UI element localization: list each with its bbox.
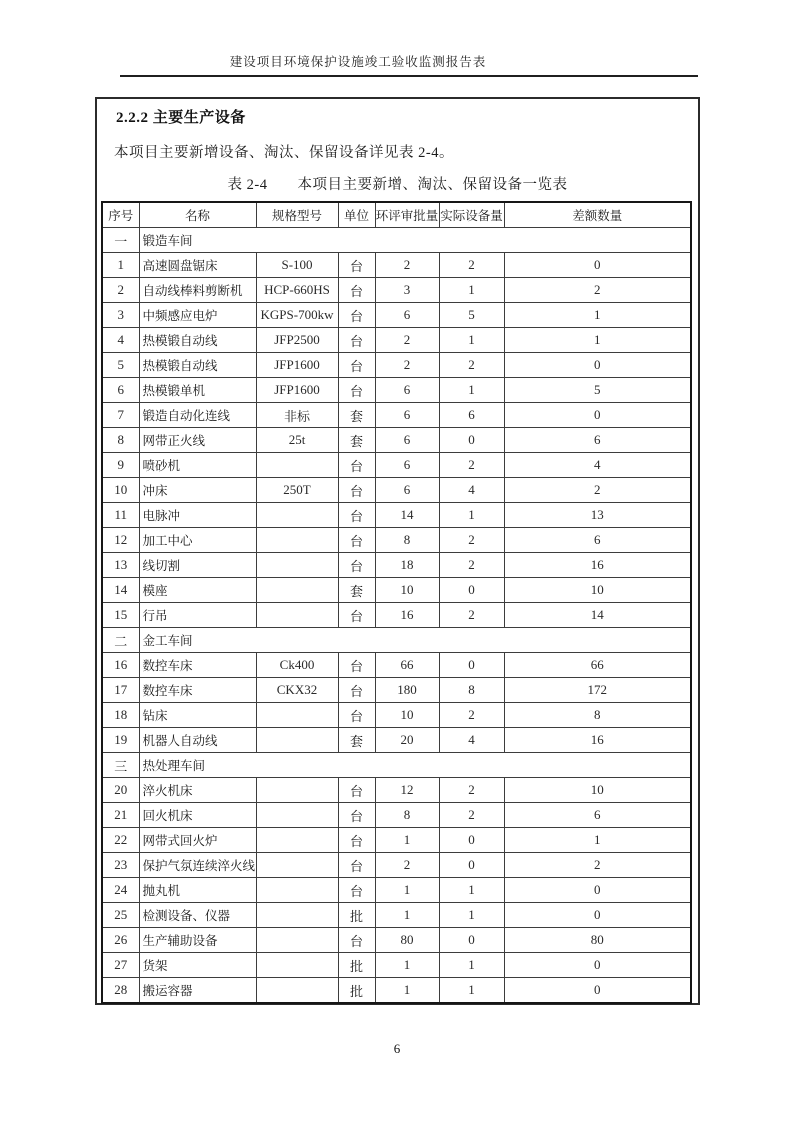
spec-model-cell bbox=[256, 828, 338, 853]
row-index-cell: 15 bbox=[102, 603, 139, 628]
unit-cell: 套 bbox=[338, 428, 375, 453]
equipment-name-cell: 抛丸机 bbox=[139, 878, 256, 903]
row-index-cell: 23 bbox=[102, 853, 139, 878]
eia-approved-qty-cell: 80 bbox=[375, 928, 439, 953]
equipment-name-cell: 搬运容器 bbox=[139, 978, 256, 1004]
spec-model-cell bbox=[256, 578, 338, 603]
actual-qty-cell: 0 bbox=[439, 428, 504, 453]
equipment-name-cell: 淬火机床 bbox=[139, 778, 256, 803]
column-header-5: 实际设备量 bbox=[439, 202, 504, 228]
unit-cell: 台 bbox=[338, 653, 375, 678]
actual-qty-cell: 1 bbox=[439, 978, 504, 1004]
equipment-row bbox=[102, 403, 691, 428]
equipment-row bbox=[102, 903, 691, 928]
eia-approved-qty-cell: 1 bbox=[375, 978, 439, 1004]
equipment-name-cell: 冲床 bbox=[139, 478, 256, 503]
equipment-name-cell: 加工中心 bbox=[139, 528, 256, 553]
workshop-name-cell: 锻造车间 bbox=[139, 228, 691, 253]
row-index-cell: 8 bbox=[102, 428, 139, 453]
row-index-cell: 17 bbox=[102, 678, 139, 703]
difference-qty-cell: 2 bbox=[504, 278, 691, 303]
unit-cell: 台 bbox=[338, 453, 375, 478]
difference-qty-cell: 0 bbox=[504, 953, 691, 978]
difference-qty-cell: 6 bbox=[504, 528, 691, 553]
unit-cell: 台 bbox=[338, 503, 375, 528]
equipment-row bbox=[102, 278, 691, 303]
equipment-row bbox=[102, 528, 691, 553]
spec-model-cell bbox=[256, 603, 338, 628]
difference-qty-cell: 0 bbox=[504, 403, 691, 428]
row-index-cell: 27 bbox=[102, 953, 139, 978]
eia-approved-qty-cell: 6 bbox=[375, 453, 439, 478]
actual-qty-cell: 2 bbox=[439, 703, 504, 728]
actual-qty-cell: 1 bbox=[439, 503, 504, 528]
actual-qty-cell: 2 bbox=[439, 553, 504, 578]
actual-qty-cell: 5 bbox=[439, 303, 504, 328]
unit-cell: 批 bbox=[338, 978, 375, 1004]
row-index-cell: 25 bbox=[102, 903, 139, 928]
difference-qty-cell: 172 bbox=[504, 678, 691, 703]
actual-qty-cell: 1 bbox=[439, 328, 504, 353]
difference-qty-cell: 13 bbox=[504, 503, 691, 528]
spec-model-cell bbox=[256, 553, 338, 578]
difference-qty-cell: 16 bbox=[504, 553, 691, 578]
row-index-cell: 9 bbox=[102, 453, 139, 478]
actual-qty-cell: 2 bbox=[439, 253, 504, 278]
equipment-row bbox=[102, 878, 691, 903]
equipment-name-cell: 热模锻自动线 bbox=[139, 328, 256, 353]
unit-cell: 台 bbox=[338, 303, 375, 328]
unit-cell: 台 bbox=[338, 378, 375, 403]
row-index-cell: 3 bbox=[102, 303, 139, 328]
spec-model-cell bbox=[256, 728, 338, 753]
equipment-name-cell: 中频感应电炉 bbox=[139, 303, 256, 328]
difference-qty-cell: 2 bbox=[504, 853, 691, 878]
spec-model-cell bbox=[256, 703, 338, 728]
spec-model-cell bbox=[256, 503, 338, 528]
equipment-name-cell: 生产辅助设备 bbox=[139, 928, 256, 953]
column-header-3: 单位 bbox=[338, 202, 375, 228]
difference-qty-cell: 6 bbox=[504, 428, 691, 453]
row-index-cell: 21 bbox=[102, 803, 139, 828]
actual-qty-cell: 0 bbox=[439, 928, 504, 953]
row-index-cell: 7 bbox=[102, 403, 139, 428]
equipment-row bbox=[102, 378, 691, 403]
equipment-row bbox=[102, 678, 691, 703]
spec-model-cell: Ck400 bbox=[256, 653, 338, 678]
eia-approved-qty-cell: 3 bbox=[375, 278, 439, 303]
row-index-cell: 13 bbox=[102, 553, 139, 578]
column-header-0: 序号 bbox=[102, 202, 139, 228]
actual-qty-cell: 0 bbox=[439, 653, 504, 678]
difference-qty-cell: 0 bbox=[504, 903, 691, 928]
eia-approved-qty-cell: 2 bbox=[375, 853, 439, 878]
equipment-name-cell: 保护气氛连续淬火线 bbox=[139, 853, 256, 878]
spec-model-cell: JFP2500 bbox=[256, 328, 338, 353]
equipment-name-cell: 网带式回火炉 bbox=[139, 828, 256, 853]
difference-qty-cell: 5 bbox=[504, 378, 691, 403]
equipment-row bbox=[102, 853, 691, 878]
row-index-cell: 19 bbox=[102, 728, 139, 753]
eia-approved-qty-cell: 1 bbox=[375, 828, 439, 853]
actual-qty-cell: 8 bbox=[439, 678, 504, 703]
eia-approved-qty-cell: 10 bbox=[375, 578, 439, 603]
spec-model-cell bbox=[256, 803, 338, 828]
eia-approved-qty-cell: 20 bbox=[375, 728, 439, 753]
equipment-row bbox=[102, 253, 691, 278]
eia-approved-qty-cell: 2 bbox=[375, 328, 439, 353]
unit-cell: 台 bbox=[338, 878, 375, 903]
column-header-1: 名称 bbox=[139, 202, 256, 228]
spec-model-cell bbox=[256, 878, 338, 903]
difference-qty-cell: 14 bbox=[504, 603, 691, 628]
unit-cell: 台 bbox=[338, 778, 375, 803]
actual-qty-cell: 1 bbox=[439, 953, 504, 978]
difference-qty-cell: 0 bbox=[504, 353, 691, 378]
equipment-row bbox=[102, 328, 691, 353]
row-index-cell: 4 bbox=[102, 328, 139, 353]
row-index-cell: 14 bbox=[102, 578, 139, 603]
unit-cell: 台 bbox=[338, 353, 375, 378]
eia-approved-qty-cell: 6 bbox=[375, 378, 439, 403]
column-header-2: 规格型号 bbox=[256, 202, 338, 228]
unit-cell: 台 bbox=[338, 928, 375, 953]
spec-model-cell bbox=[256, 928, 338, 953]
row-index-cell: 1 bbox=[102, 253, 139, 278]
equipment-name-cell: 电脉冲 bbox=[139, 503, 256, 528]
equipment-row bbox=[102, 578, 691, 603]
spec-model-cell: S-100 bbox=[256, 253, 338, 278]
unit-cell: 套 bbox=[338, 403, 375, 428]
difference-qty-cell: 1 bbox=[504, 328, 691, 353]
equipment-row bbox=[102, 453, 691, 478]
eia-approved-qty-cell: 180 bbox=[375, 678, 439, 703]
workshop-section-row bbox=[102, 753, 691, 778]
actual-qty-cell: 2 bbox=[439, 803, 504, 828]
unit-cell: 套 bbox=[338, 578, 375, 603]
workshop-section-row bbox=[102, 628, 691, 653]
difference-qty-cell: 6 bbox=[504, 803, 691, 828]
difference-qty-cell: 4 bbox=[504, 453, 691, 478]
row-index-cell: 6 bbox=[102, 378, 139, 403]
spec-model-cell: HCP-660HS bbox=[256, 278, 338, 303]
equipment-row bbox=[102, 728, 691, 753]
row-index-cell: 26 bbox=[102, 928, 139, 953]
actual-qty-cell: 2 bbox=[439, 528, 504, 553]
equipment-name-cell: 机器人自动线 bbox=[139, 728, 256, 753]
equipment-name-cell: 喷砂机 bbox=[139, 453, 256, 478]
eia-approved-qty-cell: 6 bbox=[375, 428, 439, 453]
difference-qty-cell: 66 bbox=[504, 653, 691, 678]
actual-qty-cell: 2 bbox=[439, 353, 504, 378]
actual-qty-cell: 1 bbox=[439, 903, 504, 928]
row-index-cell: 24 bbox=[102, 878, 139, 903]
workshop-name-cell: 金工车间 bbox=[139, 628, 691, 653]
equipment-row bbox=[102, 778, 691, 803]
difference-qty-cell: 80 bbox=[504, 928, 691, 953]
unit-cell: 台 bbox=[338, 278, 375, 303]
row-index-cell: 16 bbox=[102, 653, 139, 678]
equipment-name-cell: 锻造自动化连线 bbox=[139, 403, 256, 428]
section-index-cell: 二 bbox=[102, 628, 139, 653]
eia-approved-qty-cell: 2 bbox=[375, 353, 439, 378]
spec-model-cell: 25t bbox=[256, 428, 338, 453]
difference-qty-cell: 0 bbox=[504, 878, 691, 903]
unit-cell: 台 bbox=[338, 678, 375, 703]
actual-qty-cell: 0 bbox=[439, 828, 504, 853]
equipment-name-cell: 高速圆盘锯床 bbox=[139, 253, 256, 278]
equipment-name-cell: 线切割 bbox=[139, 553, 256, 578]
spec-model-cell bbox=[256, 978, 338, 1004]
table-caption: 表 2-4 本项目主要新增、淘汰、保留设备一览表 bbox=[227, 177, 568, 193]
spec-model-cell bbox=[256, 953, 338, 978]
table-header-row bbox=[102, 202, 691, 228]
equipment-name-cell: 热模锻单机 bbox=[139, 378, 256, 403]
row-index-cell: 10 bbox=[102, 478, 139, 503]
row-index-cell: 20 bbox=[102, 778, 139, 803]
eia-approved-qty-cell: 8 bbox=[375, 803, 439, 828]
difference-qty-cell: 10 bbox=[504, 578, 691, 603]
unit-cell: 台 bbox=[338, 478, 375, 503]
column-header-4: 环评审批量 bbox=[375, 202, 439, 228]
actual-qty-cell: 1 bbox=[439, 278, 504, 303]
eia-approved-qty-cell: 6 bbox=[375, 403, 439, 428]
actual-qty-cell: 0 bbox=[439, 578, 504, 603]
equipment-name-cell: 检测设备、仪器 bbox=[139, 903, 256, 928]
actual-qty-cell: 4 bbox=[439, 478, 504, 503]
spec-model-cell: CKX32 bbox=[256, 678, 338, 703]
spec-model-cell: JFP1600 bbox=[256, 378, 338, 403]
equipment-row bbox=[102, 303, 691, 328]
unit-cell: 台 bbox=[338, 528, 375, 553]
row-index-cell: 12 bbox=[102, 528, 139, 553]
equipment-row bbox=[102, 953, 691, 978]
eia-approved-qty-cell: 1 bbox=[375, 878, 439, 903]
equipment-name-cell: 行吊 bbox=[139, 603, 256, 628]
unit-cell: 台 bbox=[338, 253, 375, 278]
intro-paragraph: 本项目主要新增设备、淘汰、保留设备详见表 2-4。 bbox=[114, 145, 454, 161]
eia-approved-qty-cell: 1 bbox=[375, 953, 439, 978]
equipment-row bbox=[102, 703, 691, 728]
spec-model-cell: JFP1600 bbox=[256, 353, 338, 378]
spec-model-cell: 非标 bbox=[256, 403, 338, 428]
difference-qty-cell: 0 bbox=[504, 978, 691, 1004]
actual-qty-cell: 1 bbox=[439, 878, 504, 903]
difference-qty-cell: 0 bbox=[504, 253, 691, 278]
equipment-row bbox=[102, 353, 691, 378]
unit-cell: 套 bbox=[338, 728, 375, 753]
equipment-name-cell: 自动线棒料剪断机 bbox=[139, 278, 256, 303]
equipment-row bbox=[102, 503, 691, 528]
eia-approved-qty-cell: 6 bbox=[375, 303, 439, 328]
difference-qty-cell: 2 bbox=[504, 478, 691, 503]
difference-qty-cell: 8 bbox=[504, 703, 691, 728]
eia-approved-qty-cell: 2 bbox=[375, 253, 439, 278]
actual-qty-cell: 2 bbox=[439, 453, 504, 478]
equipment-table-body bbox=[102, 228, 691, 1004]
unit-cell: 批 bbox=[338, 953, 375, 978]
spec-model-cell bbox=[256, 778, 338, 803]
spec-model-cell bbox=[256, 528, 338, 553]
unit-cell: 台 bbox=[338, 803, 375, 828]
spec-model-cell bbox=[256, 453, 338, 478]
eia-approved-qty-cell: 1 bbox=[375, 903, 439, 928]
unit-cell: 台 bbox=[338, 603, 375, 628]
column-header-6: 差额数量 bbox=[504, 202, 691, 228]
header-rule bbox=[120, 75, 698, 77]
equipment-row bbox=[102, 603, 691, 628]
workshop-section-row bbox=[102, 228, 691, 253]
row-index-cell: 11 bbox=[102, 503, 139, 528]
unit-cell: 台 bbox=[338, 703, 375, 728]
eia-approved-qty-cell: 14 bbox=[375, 503, 439, 528]
equipment-name-cell: 货架 bbox=[139, 953, 256, 978]
difference-qty-cell: 1 bbox=[504, 303, 691, 328]
content-border-box bbox=[95, 97, 700, 1005]
equipment-table bbox=[101, 201, 692, 1004]
eia-approved-qty-cell: 12 bbox=[375, 778, 439, 803]
row-index-cell: 22 bbox=[102, 828, 139, 853]
equipment-name-cell: 模座 bbox=[139, 578, 256, 603]
equipment-row bbox=[102, 828, 691, 853]
eia-approved-qty-cell: 6 bbox=[375, 478, 439, 503]
page-number: 6 bbox=[393, 1041, 401, 1056]
spec-model-cell bbox=[256, 853, 338, 878]
equipment-table-head bbox=[102, 202, 691, 228]
section-heading: 2.2.2 主要生产设备 bbox=[116, 110, 246, 126]
actual-qty-cell: 1 bbox=[439, 378, 504, 403]
equipment-name-cell: 数控车床 bbox=[139, 653, 256, 678]
equipment-name-cell: 数控车床 bbox=[139, 678, 256, 703]
section-index-cell: 一 bbox=[102, 228, 139, 253]
equipment-name-cell: 热模锻自动线 bbox=[139, 353, 256, 378]
unit-cell: 台 bbox=[338, 853, 375, 878]
unit-cell: 台 bbox=[338, 328, 375, 353]
row-index-cell: 2 bbox=[102, 278, 139, 303]
difference-qty-cell: 1 bbox=[504, 828, 691, 853]
equipment-name-cell: 回火机床 bbox=[139, 803, 256, 828]
actual-qty-cell: 4 bbox=[439, 728, 504, 753]
actual-qty-cell: 6 bbox=[439, 403, 504, 428]
equipment-row bbox=[102, 803, 691, 828]
equipment-row bbox=[102, 553, 691, 578]
row-index-cell: 28 bbox=[102, 978, 139, 1004]
difference-qty-cell: 16 bbox=[504, 728, 691, 753]
actual-qty-cell: 2 bbox=[439, 603, 504, 628]
unit-cell: 批 bbox=[338, 903, 375, 928]
equipment-row bbox=[102, 428, 691, 453]
equipment-row bbox=[102, 978, 691, 1004]
row-index-cell: 5 bbox=[102, 353, 139, 378]
eia-approved-qty-cell: 8 bbox=[375, 528, 439, 553]
workshop-name-cell: 热处理车间 bbox=[139, 753, 691, 778]
unit-cell: 台 bbox=[338, 553, 375, 578]
unit-cell: 台 bbox=[338, 828, 375, 853]
eia-approved-qty-cell: 16 bbox=[375, 603, 439, 628]
equipment-name-cell: 钻床 bbox=[139, 703, 256, 728]
spec-model-cell bbox=[256, 903, 338, 928]
eia-approved-qty-cell: 66 bbox=[375, 653, 439, 678]
document-header-title: 建设项目环境保护设施竣工验收监测报告表 bbox=[229, 55, 487, 69]
actual-qty-cell: 2 bbox=[439, 778, 504, 803]
spec-model-cell: KGPS-700kw bbox=[256, 303, 338, 328]
actual-qty-cell: 0 bbox=[439, 853, 504, 878]
spec-model-cell: 250T bbox=[256, 478, 338, 503]
equipment-name-cell: 网带正火线 bbox=[139, 428, 256, 453]
eia-approved-qty-cell: 10 bbox=[375, 703, 439, 728]
equipment-row bbox=[102, 928, 691, 953]
eia-approved-qty-cell: 18 bbox=[375, 553, 439, 578]
row-index-cell: 18 bbox=[102, 703, 139, 728]
section-index-cell: 三 bbox=[102, 753, 139, 778]
equipment-row bbox=[102, 653, 691, 678]
equipment-row bbox=[102, 478, 691, 503]
difference-qty-cell: 10 bbox=[504, 778, 691, 803]
